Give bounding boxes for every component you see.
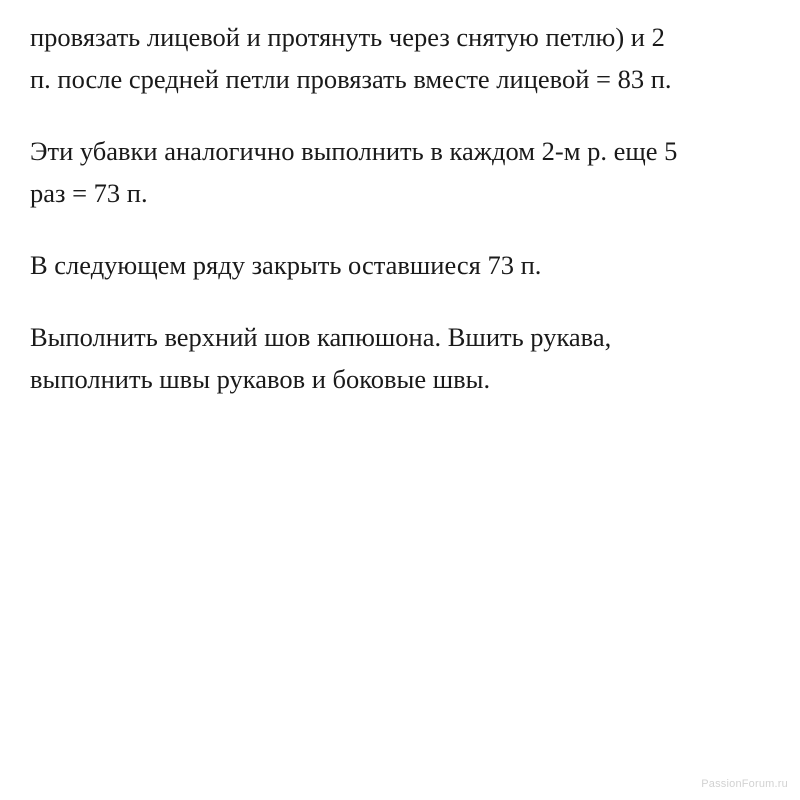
text-line: п. после средней петли провязать вместе лицевой = 83 п. [30,64,672,94]
paragraph-finishing [30,316,780,400]
text-line: Эти убавки аналогично выполнить в каждом 2-м р. еще 5 [30,136,678,166]
paragraph-repeat-decreases [30,130,780,214]
paragraph-decrease-center [30,16,780,100]
document-body [30,16,780,430]
site-watermark: PassionForum.ru [701,778,788,790]
text-line: выполнить швы рукавов и боковые швы. [30,364,491,394]
text-line: Выполнить верхний шов капюшона. Вшить рукава, [30,322,612,352]
paragraph-bind-off [30,244,780,286]
text-line: В следующем ряду закрыть оставшиеся 73 п. [30,250,542,280]
text-line: провязать лицевой и протянуть через снятую петлю) и 2 [30,22,665,52]
text-line: раз = 73 п. [30,178,148,208]
